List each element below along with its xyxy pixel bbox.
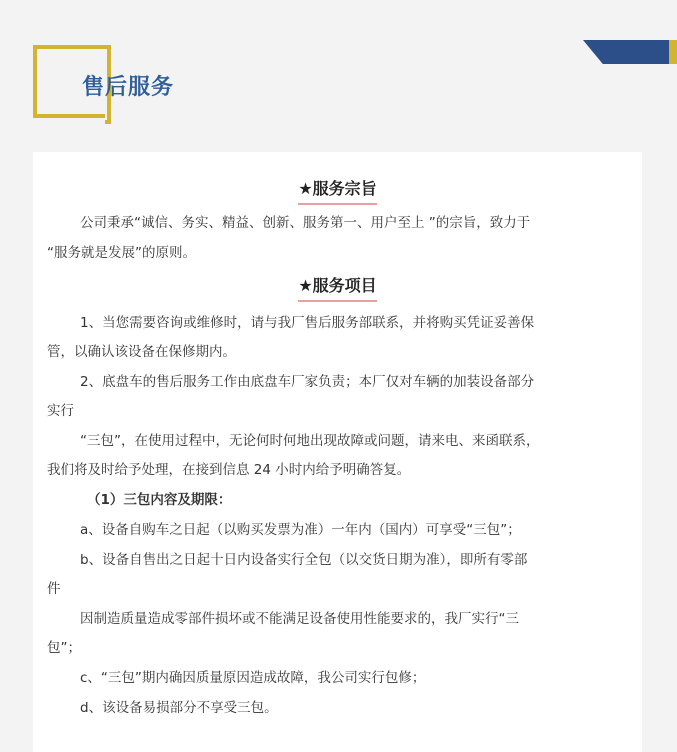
paragraph-line: 1、当您需要咨询或维修时，请与我厂售后服务部联系，并将购买凭证妥善保 (80, 315, 535, 331)
page-title: 售后服务 (82, 75, 175, 100)
paragraph-line: 公司秉承“诚信、务实、精益、创新、服务第一、用户至上 ”的宗旨，致力于 (80, 215, 531, 231)
paragraph-line: a、设备自购车之日起（以购买发票为准）一年内（国内）可享受“三包”； (80, 522, 521, 538)
section-heading-services: ★服务项目 (33, 275, 642, 302)
corner-decoration-yellow (669, 40, 677, 64)
paragraph-line: 管，以确认该设备在保修期内。 (47, 344, 236, 360)
content-panel (33, 152, 642, 752)
paragraph-line: d、该设备易损部分不享受三包。 (80, 700, 278, 716)
paragraph-line: c、“三包”期内确因质量原因造成故障，我公司实行包修； (80, 670, 426, 686)
paragraph-line: “服务就是发展”的原则。 (47, 245, 196, 261)
paragraph-line: 因制造质量造成零部件损坏或不能满足设备使用性能要求的，我厂实行“三 (80, 611, 519, 627)
corner-decoration-blue (583, 40, 673, 64)
paragraph-line: 件 (47, 581, 61, 597)
paragraph-line: 实行 (47, 403, 74, 419)
subheading-warranty: （1）三包内容及期限： (87, 492, 232, 508)
paragraph-line: “三包”，在使用过程中，无论何时何地出现故障或问题，请来电、来函联系， (80, 433, 540, 449)
section-heading-purpose: ★服务宗旨 (33, 178, 642, 205)
paragraph-line: 2、底盘车的售后服务工作由底盘车厂家负责；本厂仅对车辆的加装设备部分 (80, 374, 535, 390)
paragraph-line: b、设备自售出之日起十日内设备实行全包（以交货日期为准），即所有零部 (80, 552, 528, 568)
paragraph-line: 包”； (47, 640, 81, 656)
paragraph-line: 我们将及时给予处理，在接到信息 24 小时内给予明确答复。 (47, 462, 411, 478)
